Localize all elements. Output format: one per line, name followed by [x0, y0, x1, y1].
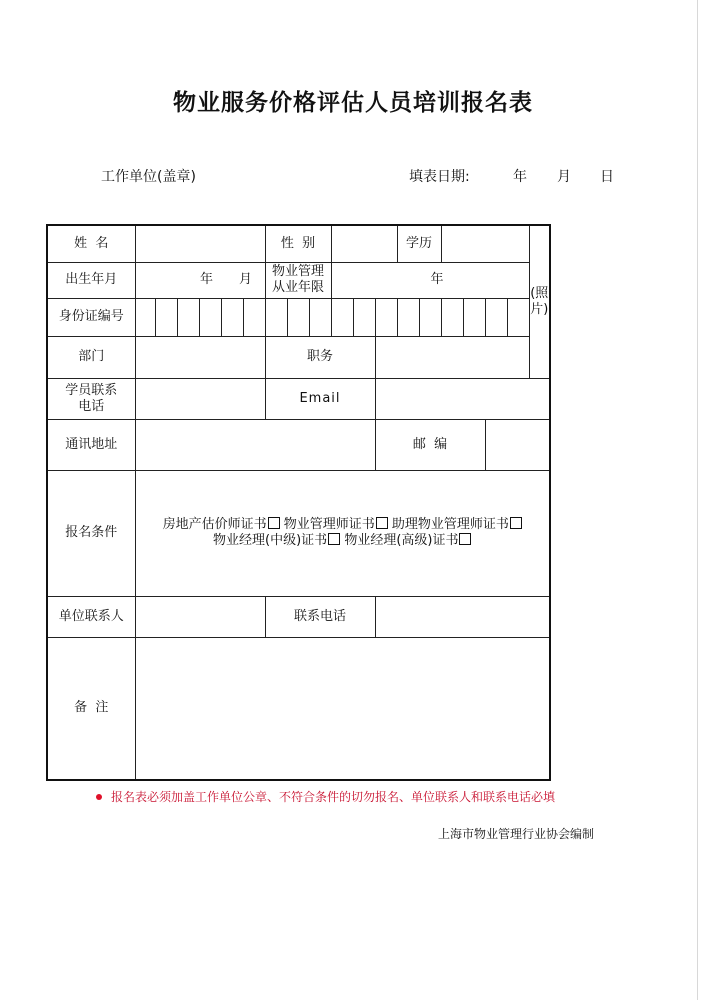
condition-option[interactable]: 助理物业管理师证书 — [392, 517, 522, 532]
department-field[interactable] — [135, 336, 265, 378]
id-digit-box[interactable] — [243, 298, 265, 336]
conditions-line-1 — [136, 517, 550, 533]
id-number-label: 身份证编号 — [47, 298, 135, 336]
email-field[interactable] — [375, 378, 550, 419]
gender-field[interactable] — [331, 225, 397, 262]
student-phone-label-line2: 电话 — [78, 398, 105, 414]
id-digit-box[interactable] — [463, 298, 485, 336]
registration-form-table — [46, 224, 703, 781]
fill-date-year: 年 — [513, 169, 527, 185]
birth-date-field[interactable] — [135, 262, 265, 298]
id-digit-box[interactable] — [287, 298, 309, 336]
pm-years-unit: 年 — [430, 272, 444, 287]
birth-month-unit: 月 — [239, 272, 253, 287]
student-phone-label-line1: 学员联系 — [65, 382, 118, 398]
remarks-field[interactable] — [135, 637, 550, 780]
birth-year-unit: 年 — [199, 272, 213, 287]
id-digit-box[interactable] — [375, 298, 397, 336]
pm-years-label-line1: 物业管理 — [271, 264, 324, 279]
name-label: 姓 名 — [47, 225, 135, 262]
pm-years-field[interactable] — [331, 262, 529, 298]
id-digit-box[interactable] — [135, 298, 155, 336]
conditions-field — [135, 470, 550, 596]
fill-date-label: 填表日期: — [409, 169, 470, 185]
pm-years-label — [265, 262, 331, 298]
checkbox-icon[interactable] — [459, 533, 471, 545]
id-digit-box[interactable] — [199, 298, 221, 336]
id-digit-box[interactable] — [353, 298, 375, 336]
contact-phone-field[interactable] — [375, 596, 550, 637]
id-digit-box[interactable] — [507, 298, 529, 336]
postcode-label: 邮 编 — [375, 419, 485, 470]
organization-credit: 上海市物业管理行业协会编制 — [437, 827, 594, 841]
id-digit-box[interactable] — [177, 298, 199, 336]
name-field[interactable] — [135, 225, 265, 262]
birth-date-label: 出生年月 — [47, 262, 135, 298]
id-digit-box[interactable] — [309, 298, 331, 336]
checkbox-icon[interactable] — [510, 517, 522, 529]
condition-option[interactable]: 物业经理(中级)证书 — [213, 533, 340, 548]
unit-contact-label: 单位联系人 — [47, 596, 135, 637]
id-digit-box[interactable] — [441, 298, 463, 336]
address-label: 通讯地址 — [47, 419, 135, 470]
id-digit-box[interactable] — [485, 298, 507, 336]
gender-label: 性 别 — [265, 225, 331, 262]
footnote-text: 报名表必须加盖工作单位公章、不符合条件的切勿报名、单位联系人和联系电话必填 — [111, 790, 556, 804]
id-digit-box[interactable] — [419, 298, 441, 336]
position-field[interactable] — [375, 336, 529, 378]
department-label: 部门 — [47, 336, 135, 378]
remarks-label: 备 注 — [47, 637, 135, 780]
email-label: Email — [265, 378, 375, 419]
condition-option[interactable]: 房地产估价师证书 — [163, 517, 280, 532]
education-field[interactable] — [441, 225, 529, 262]
id-digit-box[interactable] — [265, 298, 287, 336]
fill-date-month: 月 — [557, 169, 571, 185]
checkbox-icon[interactable] — [328, 533, 340, 545]
postcode-field[interactable] — [485, 419, 550, 470]
pm-years-label-line2: 从业年限 — [271, 280, 324, 295]
footnote — [96, 788, 555, 805]
id-digit-box[interactable] — [155, 298, 177, 336]
conditions-line-2 — [136, 533, 550, 549]
contact-phone-label: 联系电话 — [265, 596, 375, 637]
work-unit-label: 工作单位(盖章) — [101, 169, 196, 185]
checkbox-icon[interactable] — [376, 517, 388, 529]
photo-box[interactable] — [529, 225, 550, 378]
id-digit-box[interactable] — [331, 298, 353, 336]
id-digit-box[interactable] — [397, 298, 419, 336]
condition-option[interactable]: 物业经理(高级)证书 — [344, 533, 471, 548]
unit-contact-field[interactable] — [135, 596, 265, 637]
id-digit-box[interactable] — [221, 298, 243, 336]
address-field[interactable] — [135, 419, 375, 470]
bullet-dot-icon — [96, 794, 102, 800]
student-phone-label — [47, 378, 135, 419]
page-title: 物业服务价格评估人员培训报名表 — [173, 90, 533, 116]
conditions-label: 报名条件 — [47, 470, 135, 596]
education-label: 学历 — [397, 225, 441, 262]
position-label: 职务 — [265, 336, 375, 378]
condition-option[interactable]: 物业管理师证书 — [284, 517, 388, 532]
checkbox-icon[interactable] — [268, 517, 280, 529]
student-phone-field[interactable] — [135, 378, 265, 419]
fill-date-day: 日 — [600, 169, 614, 185]
photo-label: (照片) — [530, 285, 549, 317]
